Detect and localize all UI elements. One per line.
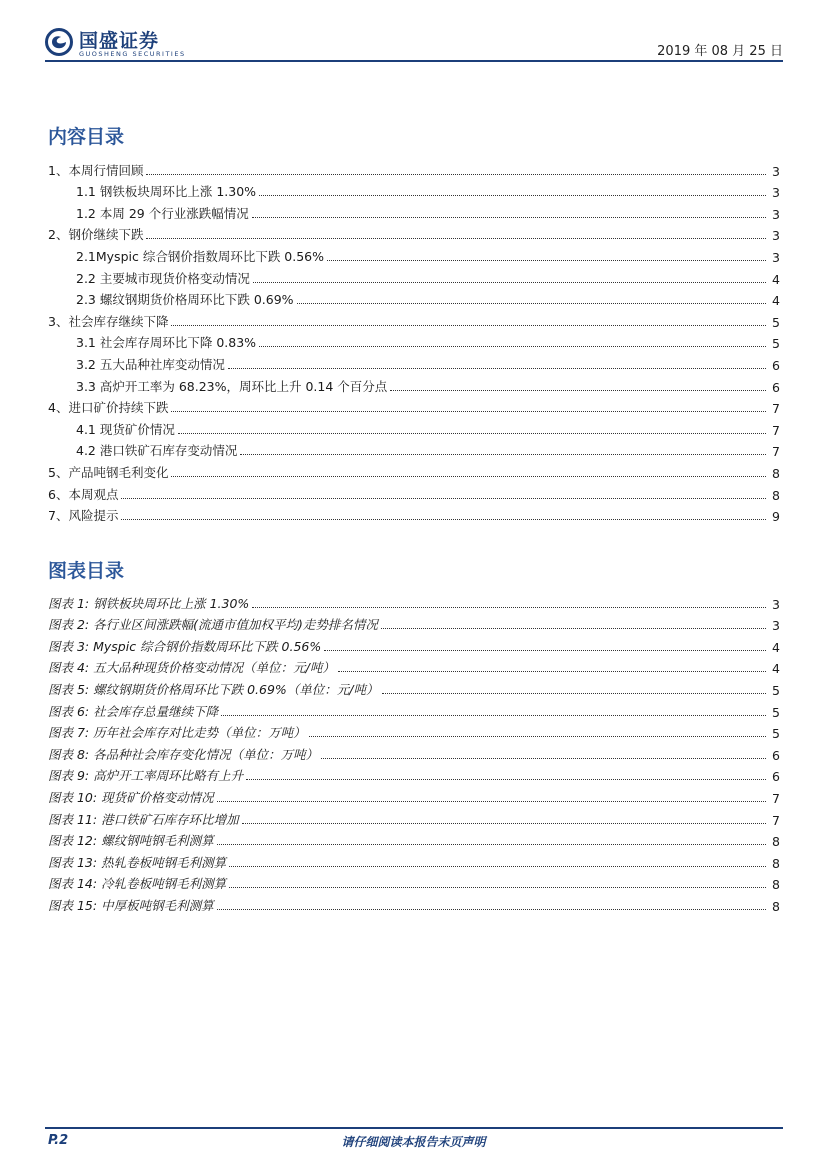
figures-title: 图表目录 <box>48 560 125 582</box>
toc-entry-title: 2.1Myspic 综合钢价指数周环比下跌 0.56% <box>76 248 325 264</box>
toc-entry-title: 2.3 螺纹钢期货价格周环比下跌 0.69% <box>76 292 294 308</box>
table-of-contents <box>48 157 780 524</box>
dot-leader <box>242 823 766 824</box>
dot-leader <box>381 628 766 629</box>
dot-leader <box>217 801 766 802</box>
toc-entry-page-number: 5 <box>772 336 780 352</box>
toc-entry-title: 1.2 本周 29 个行业涨跌幅情况 <box>76 205 249 221</box>
figure-entry-page-number: 8 <box>772 877 780 893</box>
toc-title: 内容目录 <box>48 126 125 148</box>
guosheng-logo-icon <box>45 28 73 56</box>
figure-entry[interactable] <box>48 590 780 612</box>
toc-entry[interactable] <box>48 200 780 222</box>
figure-entry-title: 图表 1: 钢铁板块周环比上涨 1.30% <box>48 595 250 611</box>
toc-entry-page-number: 6 <box>772 357 780 373</box>
dot-leader <box>229 866 766 867</box>
page-number: P.2 <box>48 1133 69 1148</box>
toc-entry-page-number: 7 <box>772 444 780 460</box>
toc-entry-page-number: 3 <box>772 206 780 222</box>
figure-entry-page-number: 4 <box>772 639 780 655</box>
dot-leader <box>228 368 766 369</box>
dot-leader <box>390 390 766 391</box>
dot-leader <box>171 411 766 412</box>
toc-entry[interactable] <box>48 416 780 438</box>
toc-entry[interactable] <box>48 287 780 309</box>
figure-entry-page-number: 6 <box>772 747 780 763</box>
figure-entry-title: 图表 10: 现货矿价格变动情况 <box>48 789 214 805</box>
dot-leader <box>121 519 766 520</box>
dot-leader <box>382 693 766 694</box>
toc-entry-page-number: 7 <box>772 422 780 438</box>
toc-entry[interactable] <box>48 373 780 395</box>
dot-leader <box>121 498 766 499</box>
toc-entry-page-number: 8 <box>772 465 780 481</box>
report-date: 2019 年 08 月 25 日 <box>657 44 783 59</box>
dot-leader <box>297 303 766 304</box>
figure-entry[interactable] <box>48 871 780 893</box>
dot-leader <box>171 325 766 326</box>
toc-entry-title: 3.3 高炉开工率为 68.23%，周环比上升 0.14 个百分点 <box>76 378 388 394</box>
figure-entry-title: 图表 8: 各品种社会库存变化情况（单位：万吨） <box>48 746 319 762</box>
dot-leader <box>146 174 766 175</box>
figure-entry-page-number: 8 <box>772 898 780 914</box>
toc-entry[interactable] <box>48 157 780 179</box>
figure-entry[interactable] <box>48 720 780 742</box>
figure-entry-title: 图表 6: 社会库存总量继续下降 <box>48 703 219 719</box>
figure-entry[interactable] <box>48 828 780 850</box>
figure-entry-page-number: 8 <box>772 855 780 871</box>
figure-entry-title: 图表 4: 五大品种现货价格变动情况（单位：元/吨） <box>48 660 335 676</box>
figure-entry-page-number: 4 <box>772 661 780 677</box>
toc-entry[interactable] <box>48 459 780 481</box>
toc-entry-page-number: 7 <box>772 401 780 417</box>
brand-subtitle: GUOSHENG SECURITIES <box>79 50 186 58</box>
list-of-figures <box>48 590 780 914</box>
toc-entry[interactable] <box>48 438 780 460</box>
toc-entry-title: 3、社会库存继续下降 <box>48 313 169 329</box>
figure-entry-page-number: 7 <box>772 790 780 806</box>
toc-entry[interactable] <box>48 330 780 352</box>
figure-entry[interactable] <box>48 763 780 785</box>
company-logo <box>45 26 185 60</box>
dot-leader <box>221 715 766 716</box>
toc-entry-title: 5、产品吨钢毛利变化 <box>48 464 169 480</box>
toc-entry[interactable] <box>48 503 780 525</box>
dot-leader <box>327 260 766 261</box>
figure-entry[interactable] <box>48 806 780 828</box>
figure-entry[interactable] <box>48 892 780 914</box>
toc-entry-page-number: 3 <box>772 163 780 179</box>
toc-entry[interactable] <box>48 395 780 417</box>
toc-entry-title: 2.2 主要城市现货价格变动情况 <box>76 270 250 286</box>
dot-leader <box>240 454 766 455</box>
figure-entry-page-number: 6 <box>772 769 780 785</box>
toc-entry-page-number: 5 <box>772 314 780 330</box>
figure-entry[interactable] <box>48 741 780 763</box>
toc-entry-title: 1、本周行情回顾 <box>48 162 144 178</box>
dot-leader <box>321 758 766 759</box>
figure-entry-title: 图表 15: 中厚板吨钢毛利测算 <box>48 897 214 913</box>
toc-entry[interactable] <box>48 481 780 503</box>
figure-entry[interactable] <box>48 655 780 677</box>
dot-leader <box>217 909 766 910</box>
toc-entry-title: 4、进口矿价持续下跌 <box>48 400 169 416</box>
figure-entry[interactable] <box>48 612 780 634</box>
toc-entry-title: 4.1 现货矿价情况 <box>76 421 175 437</box>
figure-entry[interactable] <box>48 849 780 871</box>
toc-entry[interactable] <box>48 265 780 287</box>
dot-leader <box>259 195 766 196</box>
dot-leader <box>171 476 766 477</box>
dot-leader <box>259 346 766 347</box>
figure-entry-page-number: 3 <box>772 596 780 612</box>
dot-leader <box>253 282 766 283</box>
toc-entry-page-number: 3 <box>772 228 780 244</box>
dot-leader <box>217 844 766 845</box>
toc-entry[interactable] <box>48 308 780 330</box>
dot-leader <box>178 433 766 434</box>
figure-entry-title: 图表 12: 螺纹钢吨钢毛利测算 <box>48 833 214 849</box>
toc-entry[interactable] <box>48 243 780 265</box>
dot-leader <box>252 217 766 218</box>
toc-entry-title: 4.2 港口铁矿石库存变动情况 <box>76 443 238 459</box>
figure-entry-title: 图表 11: 港口铁矿石库存环比增加 <box>48 811 239 827</box>
brand-name: 国盛证券 <box>79 30 160 52</box>
figure-entry[interactable] <box>48 698 780 720</box>
figure-entry-page-number: 5 <box>772 682 780 698</box>
figure-entry-title: 图表 3: Myspic 综合钢价指数周环比下跌 0.56% <box>48 638 322 654</box>
figure-entry[interactable] <box>48 676 780 698</box>
toc-entry-page-number: 6 <box>772 379 780 395</box>
dot-leader <box>246 779 766 780</box>
dot-leader <box>252 607 766 608</box>
toc-entry-page-number: 8 <box>772 487 780 503</box>
page-header <box>45 22 783 62</box>
toc-entry-page-number: 3 <box>772 249 780 265</box>
figure-entry-title: 图表 2: 各行业区间涨跌幅(流通市值加权平均)走势排名情况 <box>48 617 378 633</box>
toc-entry-title: 3.2 五大品种社库变动情况 <box>76 356 225 372</box>
toc-entry-title: 2、钢价继续下跌 <box>48 227 144 243</box>
footer-disclaimer: 请仔细阅读本报告末页声明 <box>341 1135 486 1149</box>
toc-entry-page-number: 3 <box>772 185 780 201</box>
toc-entry[interactable] <box>48 179 780 201</box>
dot-leader <box>338 671 766 672</box>
figure-entry-page-number: 5 <box>772 726 780 742</box>
toc-entry-title: 1.1 钢铁板块周环比上涨 1.30% <box>76 184 257 200</box>
figure-entry-page-number: 5 <box>772 704 780 720</box>
figure-entry[interactable] <box>48 784 780 806</box>
dot-leader <box>309 736 766 737</box>
figure-entry[interactable] <box>48 633 780 655</box>
toc-entry-page-number: 9 <box>772 509 780 525</box>
dot-leader <box>229 887 766 888</box>
toc-entry-title: 7、风险提示 <box>48 508 119 524</box>
figure-entry-title: 图表 9: 高炉开工率周环比略有上升 <box>48 768 244 784</box>
toc-entry-title: 3.1 社会库存周环比下降 0.83% <box>76 335 257 351</box>
dot-leader <box>324 650 766 651</box>
header-divider <box>45 60 783 62</box>
figure-entry-title: 图表 5: 螺纹钢期货价格周环比下跌 0.69%（单位：元/吨） <box>48 681 379 697</box>
toc-entry[interactable] <box>48 222 780 244</box>
figure-entry-page-number: 3 <box>772 618 780 634</box>
toc-entry-page-number: 4 <box>772 271 780 287</box>
footer-divider <box>45 1127 783 1129</box>
figure-entry-title: 图表 7: 历年社会库存对比走势（单位：万吨） <box>48 725 306 741</box>
figure-entry-page-number: 7 <box>772 812 780 828</box>
toc-entry-page-number: 4 <box>772 293 780 309</box>
figure-entry-page-number: 8 <box>772 834 780 850</box>
figure-entry-title: 图表 13: 热轧卷板吨钢毛利测算 <box>48 854 227 870</box>
figure-entry-title: 图表 14: 冷轧卷板吨钢毛利测算 <box>48 876 227 892</box>
dot-leader <box>146 238 766 239</box>
toc-entry[interactable] <box>48 351 780 373</box>
toc-entry-title: 6、本周观点 <box>48 486 119 502</box>
